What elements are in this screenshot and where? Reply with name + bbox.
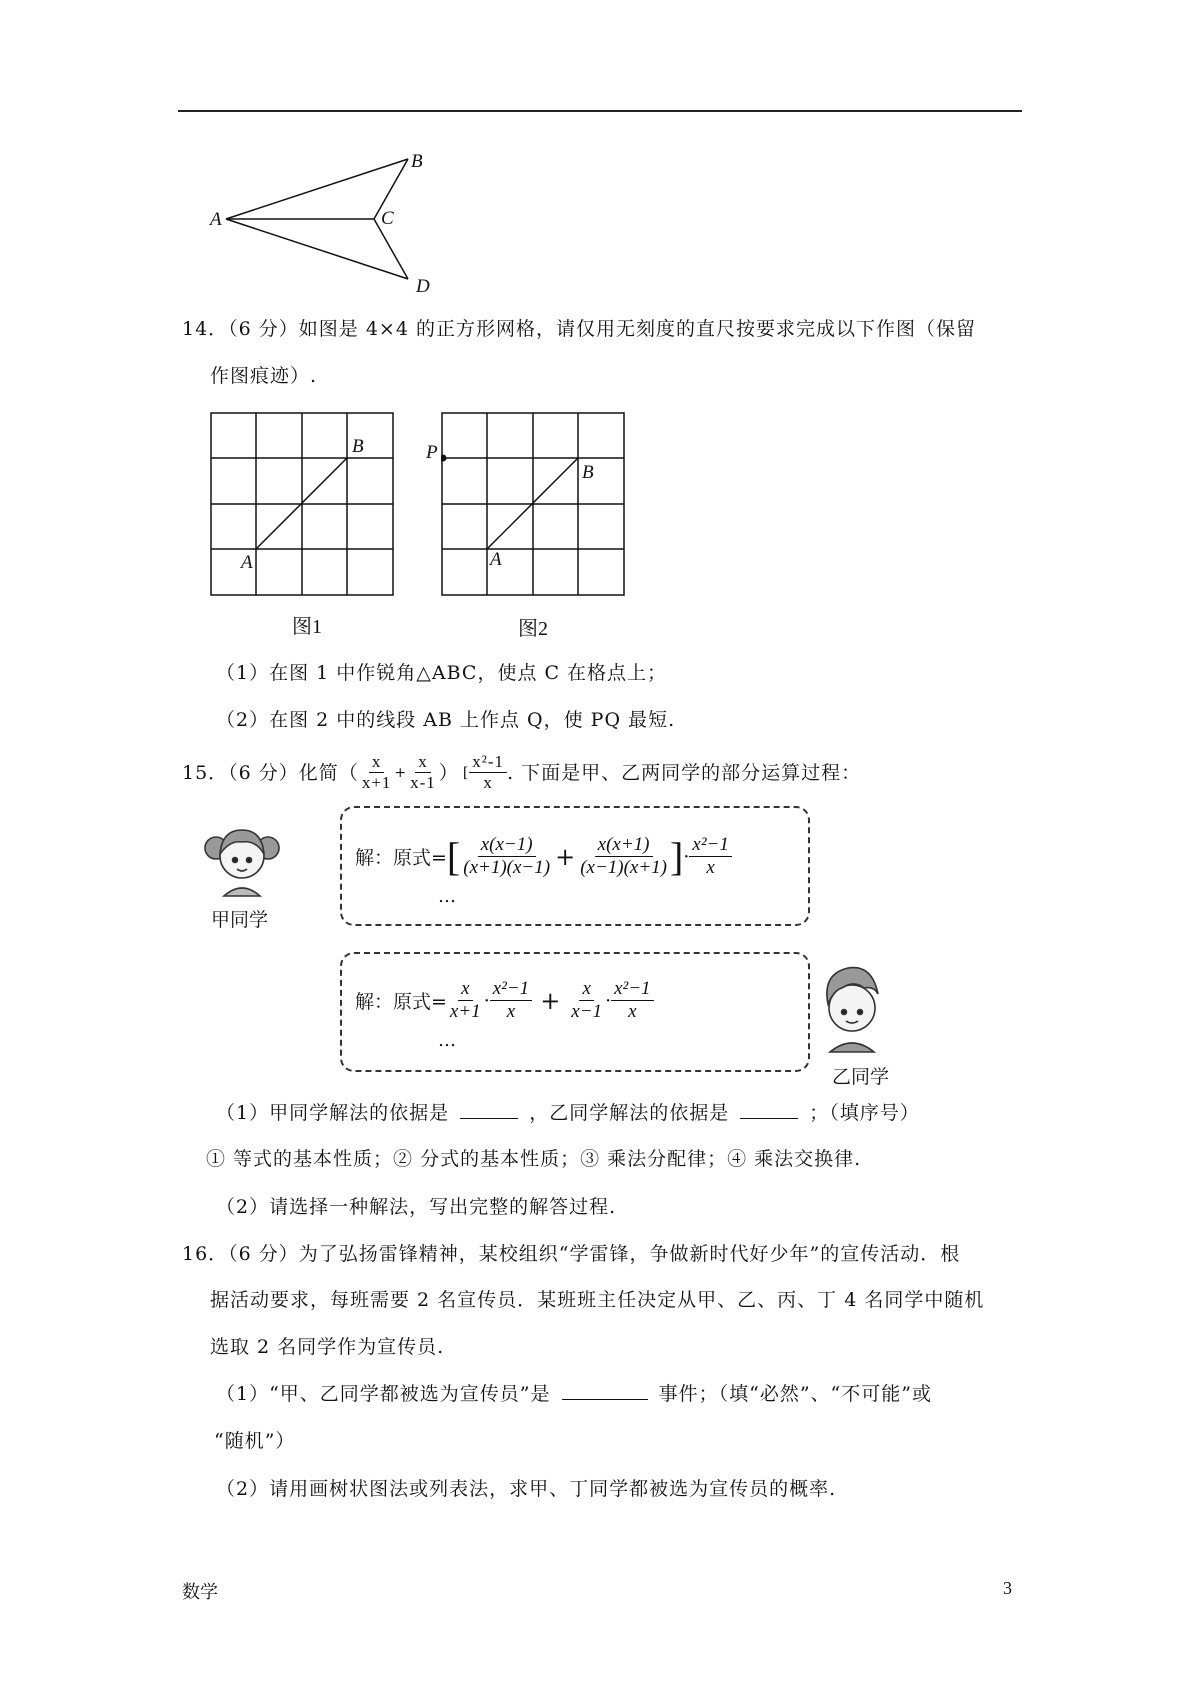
fig2-label-b: B [582,462,594,483]
label-a: A [210,209,222,230]
sol-a-lead: 解：原式= [355,847,447,869]
sol-a-dot: · [683,845,690,868]
solution-a: 解：原式= [ $\frac{x(x-1)}{(x+1)(x-1)}$ + $\frac{x(x+1)}{(x-1)(x+1)}$ ] · $\frac{\text{x²−1}}{x}$ [355,834,732,879]
sol-b-dot2: · [605,989,612,1012]
frac2-den: x-1 [410,773,436,792]
sol-b-c-den: x−1 [571,1001,603,1022]
figure-abcd [200,145,440,295]
frac1-num: x [369,752,385,773]
sol-b-d-den: x [628,1001,637,1022]
q16-line3: 选取 2 名同学作为宣传员. [210,1336,445,1358]
q15-frac3 [469,752,507,793]
frac1-den: x+1 [361,773,392,792]
sol-a-term3-den: x [706,857,715,878]
sol-a-term1-den: (x+1)(x−1) [463,857,551,878]
sol-a-term2-num: x(x+1) [595,834,653,857]
q14-stem-line1: 14．（6 分）如图是 4×4 的正方形网格，请仅用无刻度的直尺按要求完成以下作图（保留 [182,318,976,340]
q16-part1 [216,1383,932,1405]
q15-blank-a[interactable] [460,1118,518,1119]
fig1-label-b: B [352,436,364,457]
fig2-caption: 图2 [518,618,548,640]
frac3-num: x²-1 [469,752,507,773]
sol-b-a-num: x [458,978,472,1001]
q15-part1-a: （1）甲同学解法的依据是 [216,1102,450,1124]
q15-mid: ） [438,761,459,784]
fig2-label-a: A [490,549,502,570]
sol-b-dot1: · [483,989,490,1012]
sol-b-term-a [447,978,484,1023]
sol-b-d-num: x²−1 [611,978,653,1001]
q15-frac2 [407,752,439,793]
sol-a-term2-den: (x−1)(x+1) [580,857,668,878]
fig1-caption: 图1 [292,616,322,638]
student-b-label: 乙同学 [832,1066,890,1088]
boy-avatar-icon [812,958,892,1054]
sol-a-term3-num: x²−1 [689,834,731,857]
sol-b-term-c [568,978,605,1023]
sol-a-ellipsis: … [438,886,456,907]
grid-figure-1 [210,412,394,596]
q16-part1-b: 事件；（填“必然”、“不可能”或 [658,1383,932,1405]
q15-part1 [216,1102,920,1124]
sol-b-term-b [490,978,532,1023]
header-rule [178,110,1022,112]
frac3-den: x [483,773,493,792]
q15-plus: + [394,764,408,781]
sol-b-a-den: x+1 [449,1001,481,1022]
girl-avatar-icon [202,818,282,900]
q16-line2: 据活动要求，每班需要 2 名宣传员．某班班主任决定从甲、乙、丙、丁 4 名同学中随机 [210,1289,985,1311]
grid-figure-2 [441,412,625,596]
q16-line1: 16．（6 分）为了弘扬雷锋精神，某校组织“学雷锋，争做新时代好少年”的宣传活动．根 [182,1243,961,1265]
sol-a-term1-num: x(x−1) [478,834,536,857]
q16-blank[interactable] [562,1399,648,1400]
q14-part1: （1）在图 1 中作锐角△ABC，使点 C 在格点上； [216,662,668,684]
sol-b-plus: + [540,986,561,1015]
sol-a-term3 [689,834,731,879]
sol-b-c-num: x [579,978,593,1001]
q15-part1-b: ，乙同学解法的依据是 [529,1102,730,1124]
q15-frac1 [359,752,395,793]
page-number: 3 [1003,1578,1012,1598]
fig2-label-p: P [426,442,438,463]
label-b: B [411,151,423,172]
q14-part2: （2）在图 2 中的线段 AB 上作点 Q，使 PQ 最短. [216,709,676,731]
q16-part2: （2）请用画树状图法或列表法，求甲、丁同学都被选为宣传员的概率. [216,1478,837,1500]
sol-b-b-num: x²−1 [490,978,532,1001]
sol-a-term2 [577,834,670,879]
student-a-label: 甲同学 [211,909,269,931]
sol-a-plus: + [555,842,576,871]
q15-stem: 15．（6 分）化简（ $\frac{x}{x+1}$ + $\frac{x}{x-1}$ ） [ $\frac{\text{x²-1}}{x}$ . 下面是甲、乙两同学的部分运算过程： [182,752,862,792]
q16-part1-a: （1）“甲、乙同学都被选为宣传员”是 [216,1383,551,1405]
q16-part1-cont: “随机”） [214,1430,296,1452]
sol-b-lead: 解：原式= [355,991,447,1013]
solution-b [355,978,654,1023]
label-d: D [416,276,430,297]
q15-prefix: 15．（6 分）化简（ [182,761,359,784]
footer-subject: 数学 [182,1582,218,1603]
sol-b-ellipsis: … [438,1030,456,1051]
frac2-num: x [415,752,431,773]
q15-options: ① 等式的基本性质；② 分式的基本性质；③ 乘法分配律；④ 乘法交换律. [206,1148,862,1170]
label-c: C [381,208,394,229]
q15-suffix: . 下面是甲、乙两同学的部分运算过程： [507,761,862,784]
fig1-label-a: A [241,552,253,573]
sol-a-term1 [460,834,553,879]
q14-stem-line2: 作图痕迹）. [210,365,318,387]
sol-b-term-d [611,978,653,1023]
q15-blank-b[interactable] [740,1118,798,1119]
sol-b-b-den: x [506,1001,516,1022]
q15-part1-c: ；（填序号） [809,1102,920,1124]
q15-part2: （2）请选择一种解法，写出完整的解答过程. [216,1196,617,1218]
